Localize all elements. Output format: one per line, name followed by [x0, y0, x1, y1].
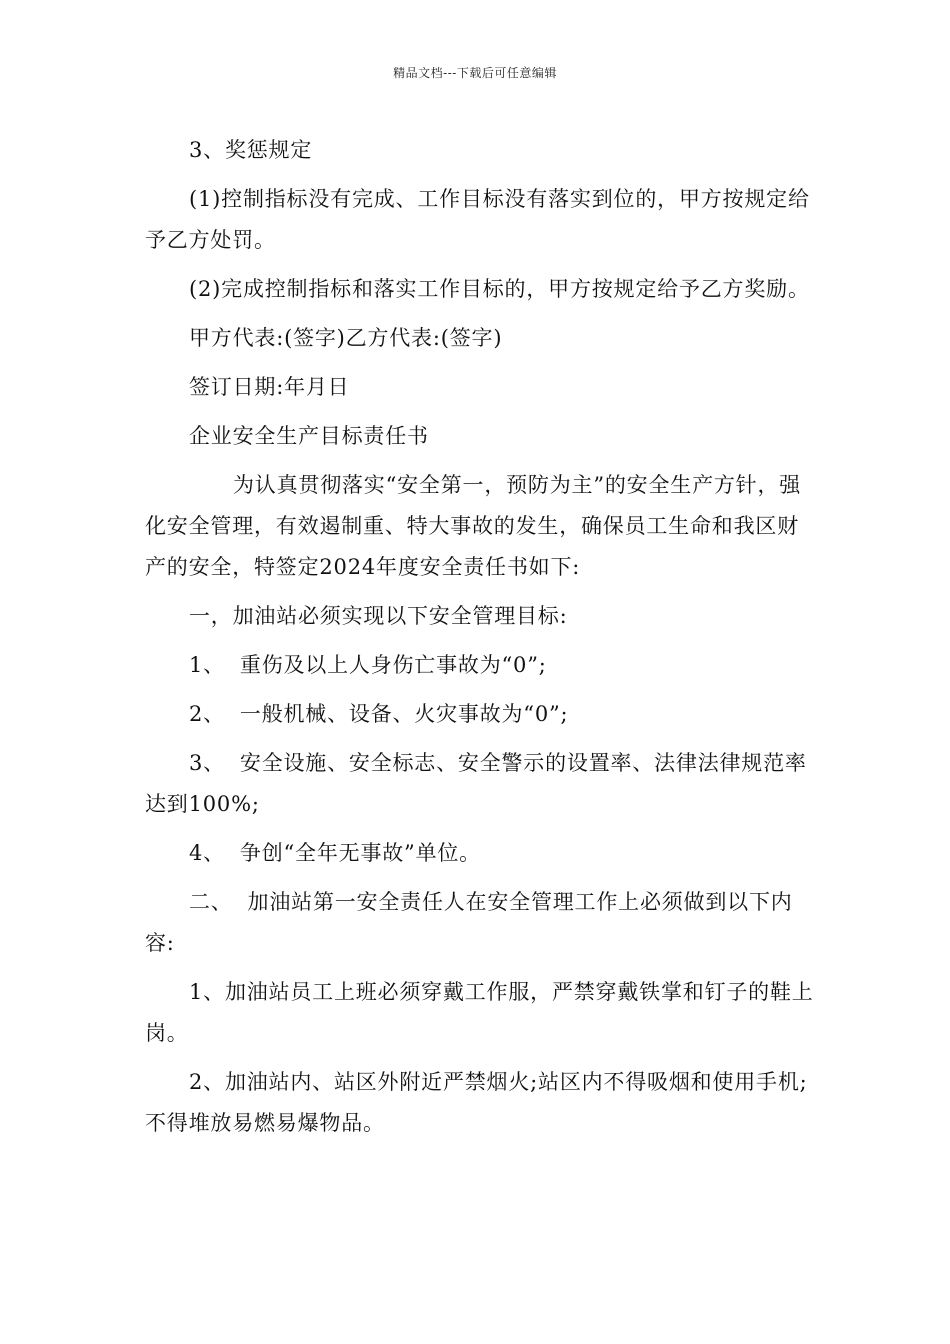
signing-date: 签订日期:年月日 [189, 375, 350, 399]
list-item-3: 3、 安全设施、安全标志、安全警示的设置率、法律法律规范率达到100%; [145, 751, 807, 816]
list-item-4: 4、 争创“全年无事故”单位。 [189, 841, 481, 865]
paragraph-reward: (2)完成控制指标和落实工作目标的，甲方按规定给予乙方奖励。 [189, 277, 810, 301]
section-heading-rewards: 3、奖惩规定 [189, 138, 313, 162]
intro-paragraph: 为认真贯彻落实“安全第一，预防为主”的安全生产方针，强化安全管理，有效遏制重、特大事故的发生，确保员工生命和我区财产的安全，特签定2024年度安全责任书如下: [145, 473, 802, 579]
signature-line: 甲方代表:(签字)乙方代表:(签字) [189, 326, 503, 350]
rule-item-1: 1、加油站员工上班必须穿戴工作服，严禁穿戴铁掌和钉子的鞋上岗。 [145, 980, 814, 1045]
rule-item-2: 2、加油站内、站区外附近严禁烟火;站区内不得吸烟和使用手机;不得堆放易燃易爆物品。 [145, 1070, 808, 1135]
paragraph-penalty: (1)控制指标没有完成、工作目标没有落实到位的，甲方按规定给予乙方处罚。 [145, 187, 810, 252]
section-two-heading: 二、 加油站第一安全责任人在安全管理工作上必须做到以下内容: [145, 890, 793, 955]
section-one-heading: 一，加油站必须实现以下安全管理目标: [189, 604, 568, 628]
page-header: 精品文档---下载后可任意编辑 [393, 66, 557, 80]
document-title: 企业安全生产目标责任书 [189, 424, 429, 448]
list-item-1: 1、 重伤及以上人身伤亡事故为“0”; [189, 653, 547, 677]
document-body [145, 130, 815, 1152]
list-item-2: 2、 一般机械、设备、火灾事故为“0”; [189, 702, 569, 726]
